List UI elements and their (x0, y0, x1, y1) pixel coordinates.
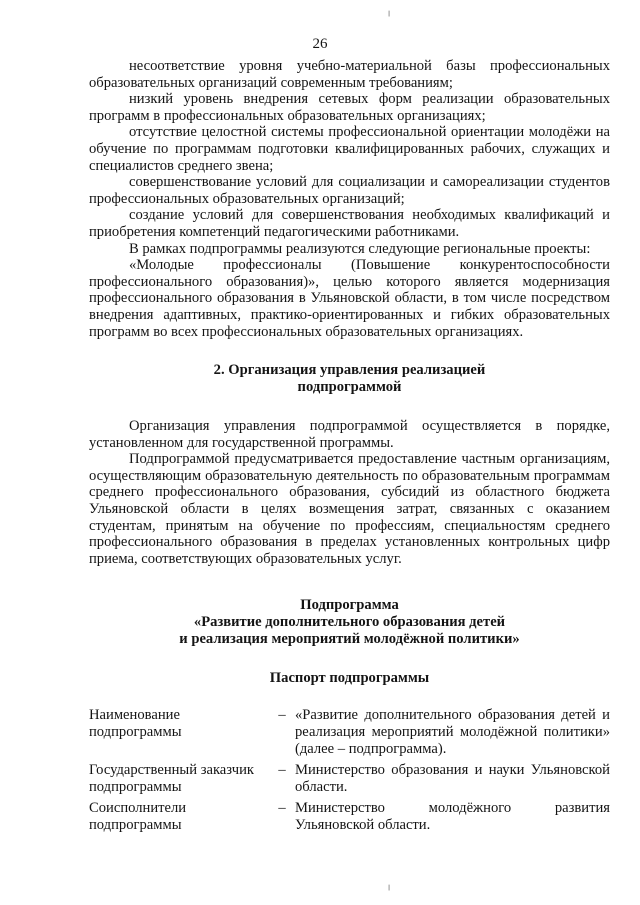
passport-label: Наименование подпрограммы (89, 707, 182, 741)
paragraph: Подпрограммой предусматривается предоставление частным организациям, осуществляющим образовательную деятельность по образовательным программам среднего профессионального образования, субсидий из областного бюджета Ульяновской области в целях возмещения затрат, связанных с оказанием студентам, принятым на обучение по профессиям, специальностям среднего профессионального образования в пределах установленных контрольных цифр приема, соответствующих образовательных услуг. (89, 451, 610, 567)
passport-title: Паспорт подпрограммы (269, 670, 430, 687)
passport-row (89, 707, 610, 757)
scan-artifact-tick: ╵ (386, 886, 393, 897)
section-heading-line: подпрограммой (297, 379, 402, 396)
subprogram-title (89, 597, 610, 648)
paragraph: создание условий для совершенствования необходимых квалификаций и приобретения компетенций педагогическими работниками. (89, 207, 610, 240)
passport-row (89, 762, 610, 795)
scan-artifact-tick: ╷ (386, 6, 393, 17)
subprogram-title-line: «Развитие дополнительного образования детей (193, 614, 506, 631)
subprogram-title-line: и реализация мероприятий молодёжной политики» (179, 631, 520, 648)
passport-dash: – (278, 707, 286, 724)
passport-row (89, 800, 610, 833)
paragraph: Организация управления подпрограммой осуществляется в порядке, установленном для государственной программы. (89, 418, 610, 451)
paragraph: несоответствие уровня учебно-материальной базы профессиональных образовательных организаций современным требованиям; (89, 58, 610, 91)
section-heading-line: 2. Организация управления реализацией (213, 362, 486, 379)
subprogram-title-line: Подпрограмма (300, 597, 399, 614)
paragraph: отсутствие целостной системы профессиональной ориентации молодёжи на обучение по программам подготовки квалифицированных рабочих, служащих и специалистов среднего звена; (89, 124, 610, 174)
paragraph: низкий уровень внедрения сетевых форм реализации образовательных программ в профессиональных образовательных организациях; (89, 91, 610, 124)
section-heading (89, 362, 610, 396)
passport-dash: – (278, 762, 286, 779)
passport-value: Министерство образования и науки Ульяновской области. (295, 762, 610, 795)
paragraph: В рамках подпрограммы реализуются следующие региональные проекты: (129, 240, 591, 257)
page-number: 26 (312, 36, 328, 52)
passport-dash: – (278, 800, 286, 817)
document-body (89, 58, 610, 834)
passport-value: Министерство молодёжного развития Ульяновской области. (295, 800, 610, 833)
passport-label: Соисполнители подпрограммы (89, 800, 187, 833)
paragraph: «Молодые профессионалы (Повышение конкурентоспособности профессионального образования)», целью которого является модернизация профессионального образования в Ульяновской области, в том числе посредством внедрения адаптивных, практико-ориентированных и гибких образовательных программ во всех профессиональных образовательных организациях. (89, 257, 610, 340)
passport-value: «Развитие дополнительного образования детей и реализация мероприятий молодёжной политики» (далее – подпрограмма). (295, 707, 610, 757)
passport-table (89, 707, 610, 833)
paragraph: совершенствование условий для социализации и самореализации студентов профессиональных образовательных организаций; (89, 174, 610, 207)
passport-label: Государственный заказчик подпрограммы (89, 762, 254, 795)
